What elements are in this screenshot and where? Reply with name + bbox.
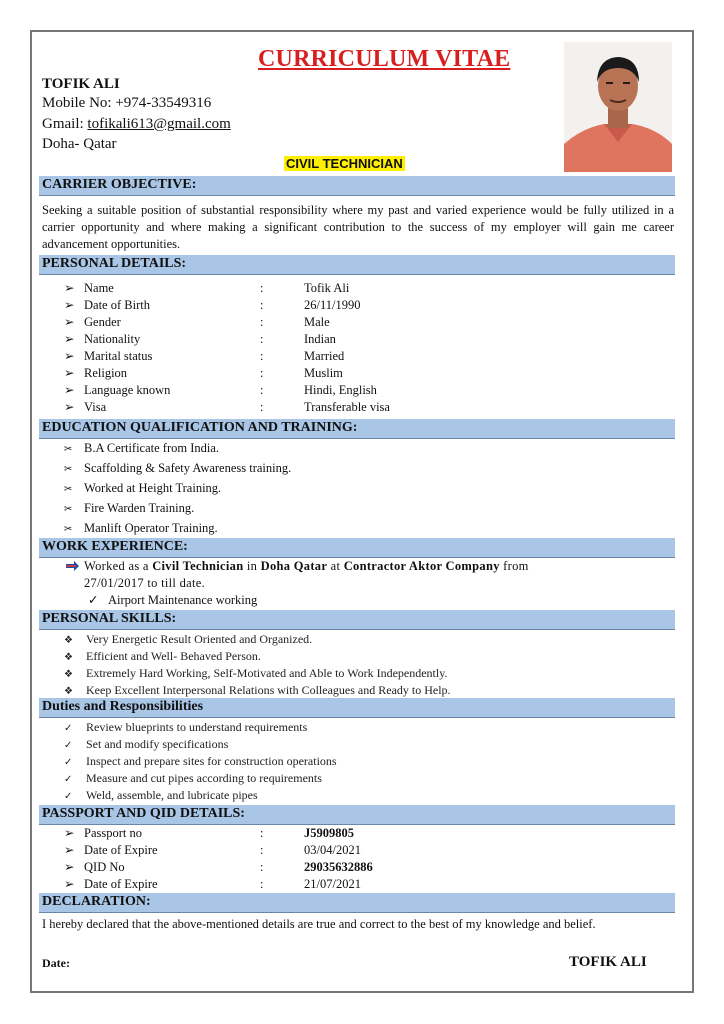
- scissors-bullet-icon: ✂: [64, 464, 73, 475]
- section-header-skills: PERSONAL SKILLS:: [39, 610, 675, 630]
- detail-row: [64, 348, 344, 364]
- education-item-text: B.A Certificate from India.: [84, 441, 220, 455]
- duty-item: [64, 754, 337, 769]
- detail-value: Hindi, English: [304, 383, 377, 397]
- detail-label: Language known: [84, 383, 171, 397]
- detail-label: QID No: [84, 860, 125, 874]
- duty-item-text: Inspect and prepare sites for construction operations: [86, 754, 337, 768]
- duty-item-text: Measure and cut pipes according to requirements: [86, 771, 322, 785]
- email-line: [42, 116, 231, 133]
- diamond-bullet-icon: ❖: [64, 686, 73, 697]
- detail-label: Religion: [84, 366, 128, 380]
- duty-item-text: Weld, assemble, and lubricate pipes: [86, 788, 258, 802]
- detail-row: [64, 842, 361, 858]
- skill-item: [64, 632, 312, 647]
- arrow-bullet-icon: ➢: [64, 383, 75, 397]
- arrow-bullet-icon: [64, 558, 84, 575]
- detail-value: Married: [304, 349, 345, 363]
- skill-item: [64, 683, 451, 698]
- page-title: CURRICULUM VITAE: [258, 46, 511, 72]
- arrow-bullet-icon: ➢: [64, 860, 75, 874]
- signature-name: TOFIK ALI: [569, 954, 647, 970]
- check-icon: ✓: [88, 593, 99, 607]
- detail-row: [64, 331, 336, 347]
- duty-item: [64, 737, 228, 752]
- skill-item-text: Keep Excellent Interpersonal Relations with Colleagues and Ready to Help.: [86, 683, 451, 697]
- colon-separator: :: [260, 281, 264, 295]
- section-header-objective: CARRIER OBJECTIVE:: [39, 176, 675, 196]
- work-sub-item: ✓ Airport Maintenance working: [88, 593, 258, 607]
- detail-label: Passport no: [84, 826, 142, 840]
- diamond-bullet-icon: ❖: [64, 652, 73, 663]
- section-header-work: WORK EXPERIENCE:: [39, 538, 675, 558]
- duty-item: [64, 788, 258, 803]
- skill-item-text: Very Energetic Result Oriented and Organized.: [86, 632, 313, 646]
- section-header-education: EDUCATION QUALIFICATION AND TRAINING:: [39, 419, 675, 439]
- detail-row: [64, 314, 330, 330]
- education-item: [64, 461, 291, 476]
- section-header-passport: PASSPORT AND QID DETAILS:: [39, 805, 675, 825]
- education-item-text: Manlift Operator Training.: [84, 521, 218, 535]
- work-period: 27/01/2017 to till date.: [84, 576, 206, 590]
- scissors-bullet-icon: ✂: [64, 444, 73, 455]
- education-item: [64, 521, 218, 536]
- education-item: [64, 501, 194, 516]
- detail-value: Transferable visa: [304, 400, 390, 414]
- arrow-bullet-icon: ➢: [64, 877, 75, 891]
- skill-item: [64, 666, 447, 681]
- detail-row: [64, 859, 373, 875]
- position-highlight: CIVIL TECHNICIAN: [286, 156, 403, 171]
- skill-item-text: Efficient and Well- Behaved Person.: [86, 649, 261, 663]
- work-entry: Worked as a Civil Technician in Doha Qatar at Contractor Aktor Company from 27/01/2017 to till date. ✓ Airport Maintenance working: [64, 558, 674, 609]
- colon-separator: :: [260, 860, 264, 874]
- colon-separator: :: [260, 349, 264, 363]
- colon-separator: :: [260, 843, 264, 857]
- detail-value: 26/11/1990: [304, 298, 361, 312]
- detail-value: 03/04/2021: [304, 843, 361, 857]
- colon-separator: :: [260, 877, 264, 891]
- detail-label: Marital status: [84, 349, 153, 363]
- arrow-bullet-icon: ➢: [64, 349, 75, 363]
- education-item: [64, 441, 219, 456]
- colon-separator: :: [260, 400, 264, 414]
- skill-item: [64, 649, 261, 664]
- detail-label: Name: [84, 281, 114, 295]
- colon-separator: :: [260, 383, 264, 397]
- detail-value: Tofik Ali: [304, 281, 350, 295]
- duty-item-text: Set and modify specifications: [86, 737, 229, 751]
- detail-label: Date of Birth: [84, 298, 150, 312]
- section-header-declaration: DECLARATION:: [39, 893, 675, 913]
- education-item-text: Scaffolding & Safety Awareness training.: [84, 461, 292, 475]
- arrow-bullet-icon: ➢: [64, 332, 75, 346]
- scissors-bullet-icon: ✂: [64, 504, 73, 515]
- arrow-bullet-icon: ➢: [64, 843, 75, 857]
- diamond-bullet-icon: ❖: [64, 669, 73, 680]
- duty-item: [64, 720, 307, 735]
- mobile-number: Mobile No: +974-33549316: [42, 95, 212, 111]
- arrow-bullet-icon: ➢: [64, 366, 75, 380]
- section-header-personal: PERSONAL DETAILS:: [39, 255, 675, 275]
- education-item-text: Fire Warden Training.: [84, 501, 195, 515]
- email-link[interactable]: tofikali613@gmail.com: [87, 116, 231, 132]
- detail-value: 29035632886: [304, 860, 373, 874]
- email-label: Gmail:: [42, 116, 88, 132]
- arrow-bullet-icon: ➢: [64, 281, 75, 295]
- duty-item: [64, 771, 322, 786]
- detail-row: [64, 280, 349, 296]
- detail-value: 21/07/2021: [304, 877, 361, 891]
- detail-label: Visa: [84, 400, 107, 414]
- detail-label: Date of Expire: [84, 877, 158, 891]
- date-label: Date:: [42, 956, 70, 970]
- location: Doha- Qatar: [42, 136, 117, 152]
- detail-row: [64, 876, 361, 892]
- colon-separator: :: [260, 366, 264, 380]
- detail-value: Muslim: [304, 366, 343, 380]
- section-header-duties: Duties and Responsibilities: [39, 698, 675, 718]
- arrow-bullet-icon: ➢: [64, 298, 75, 312]
- education-item-text: Worked at Height Training.: [84, 481, 222, 495]
- duty-item-text: Review blueprints to understand requirements: [86, 720, 308, 734]
- detail-row: [64, 825, 354, 841]
- candidate-name: TOFIK ALI: [42, 76, 120, 92]
- detail-row: [64, 365, 343, 381]
- arrow-bullet-icon: ➢: [64, 400, 75, 414]
- check-icon: ✓: [64, 774, 73, 785]
- colon-separator: :: [260, 315, 264, 329]
- scissors-bullet-icon: ✂: [64, 484, 73, 495]
- check-icon: ✓: [64, 757, 73, 768]
- education-item: [64, 481, 221, 496]
- check-icon: ✓: [64, 740, 73, 751]
- detail-value: Indian: [304, 332, 336, 346]
- detail-row: [64, 382, 377, 398]
- diamond-bullet-icon: ❖: [64, 635, 73, 646]
- detail-label: Nationality: [84, 332, 141, 346]
- declaration-text: I hereby declared that the above-mentioned details are true and correct to the best of my knowledge and belief.: [42, 917, 596, 931]
- skill-item-text: Extremely Hard Working, Self-Motivated and Able to Work Independently.: [86, 666, 448, 680]
- colon-separator: :: [260, 332, 264, 346]
- detail-label: Gender: [84, 315, 121, 329]
- detail-label: Date of Expire: [84, 843, 158, 857]
- arrow-bullet-icon: ➢: [64, 826, 75, 840]
- scissors-bullet-icon: ✂: [64, 524, 73, 535]
- check-icon: ✓: [64, 723, 73, 734]
- arrow-bullet-icon: ➢: [64, 315, 75, 329]
- detail-row: [64, 399, 390, 415]
- detail-value: J5909805: [304, 826, 354, 840]
- colon-separator: :: [260, 826, 264, 840]
- detail-value: Male: [304, 315, 330, 329]
- profile-photo: [564, 42, 672, 172]
- objective-text: Seeking a suitable position of substantial responsibility where my past and varied experience would be fully utilized in a carrier opportunity and where making a significant contribution to the success of my employer will gain me career advancement opportunities.: [42, 203, 674, 251]
- colon-separator: :: [260, 298, 264, 312]
- detail-row: [64, 297, 360, 313]
- check-icon: ✓: [64, 791, 73, 802]
